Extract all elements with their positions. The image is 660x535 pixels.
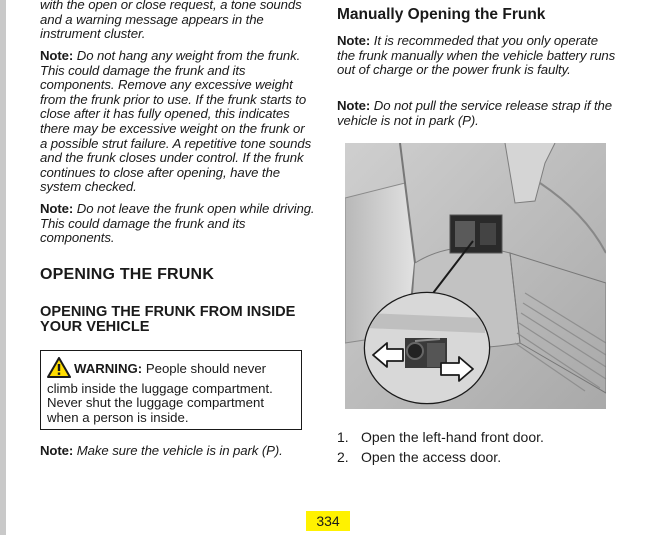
note-label: Note: [40,443,74,458]
step-number: 2. [337,449,349,465]
note-text: Do not leave the frunk open while driving. This could damage the frunk and its components. [40,201,315,246]
note-manual-operation [337,34,617,78]
heading-opening-from-inside: OPENING THE FRUNK FROM INSIDE YOUR VEHICLE [40,304,296,335]
step-number: 1. [337,429,349,445]
warning-text: People should never climb inside the luggage compartment. Never shut the luggage compartment when a person is inside. [47,361,273,425]
warning-label: WARNING: [74,361,143,376]
note-label: Note: [337,98,371,113]
note-text: It is recommeded that you only operate the frunk manually when the vehicle battery runs out of charge or the power frunk is faulty. [337,33,616,78]
page-number: 334 [306,511,350,531]
continuation-text: with the open or close request, a tone sounds and a warning message appears in the instrument cluster. [40,0,302,42]
heading-opening-frunk: OPENING THE FRUNK [40,266,215,283]
note-label: Note: [40,201,74,216]
heading-manual-opening: Manually Opening the Frunk [337,6,546,23]
viewer-left-edge [0,0,6,535]
note-text: Do not hang any weight from the frunk. This could damage the frunk and its components. Remove any excessive weight from the frunk prior to use. If the frunk starts to close after it has fully opened, this indicates there may be excessive weight on the frunk or a possible strut failure. A repetitive tone sounds and the frunk closes under control. If the frunk continues to close after opening, have the system checked. [40,48,312,195]
step-item [337,447,544,467]
note-text: Do not pull the service release strap if the vehicle is not in park (P). [337,98,613,128]
note-hang-weight [40,49,315,195]
warning-triangle-icon [47,357,71,382]
access-door-illustration [345,143,606,409]
step-item [337,427,544,447]
step-text: Open the left-hand front door. [361,429,544,445]
steps-list [337,427,544,467]
warning-box [40,350,302,430]
note-text: Make sure the vehicle is in park (P). [76,443,283,458]
note-leave-open [40,202,315,246]
step-text: Open the access door. [361,449,502,465]
note-label: Note: [40,48,74,63]
note-label: Note: [337,33,371,48]
note-service-strap [337,99,617,128]
note-park [40,444,315,459]
